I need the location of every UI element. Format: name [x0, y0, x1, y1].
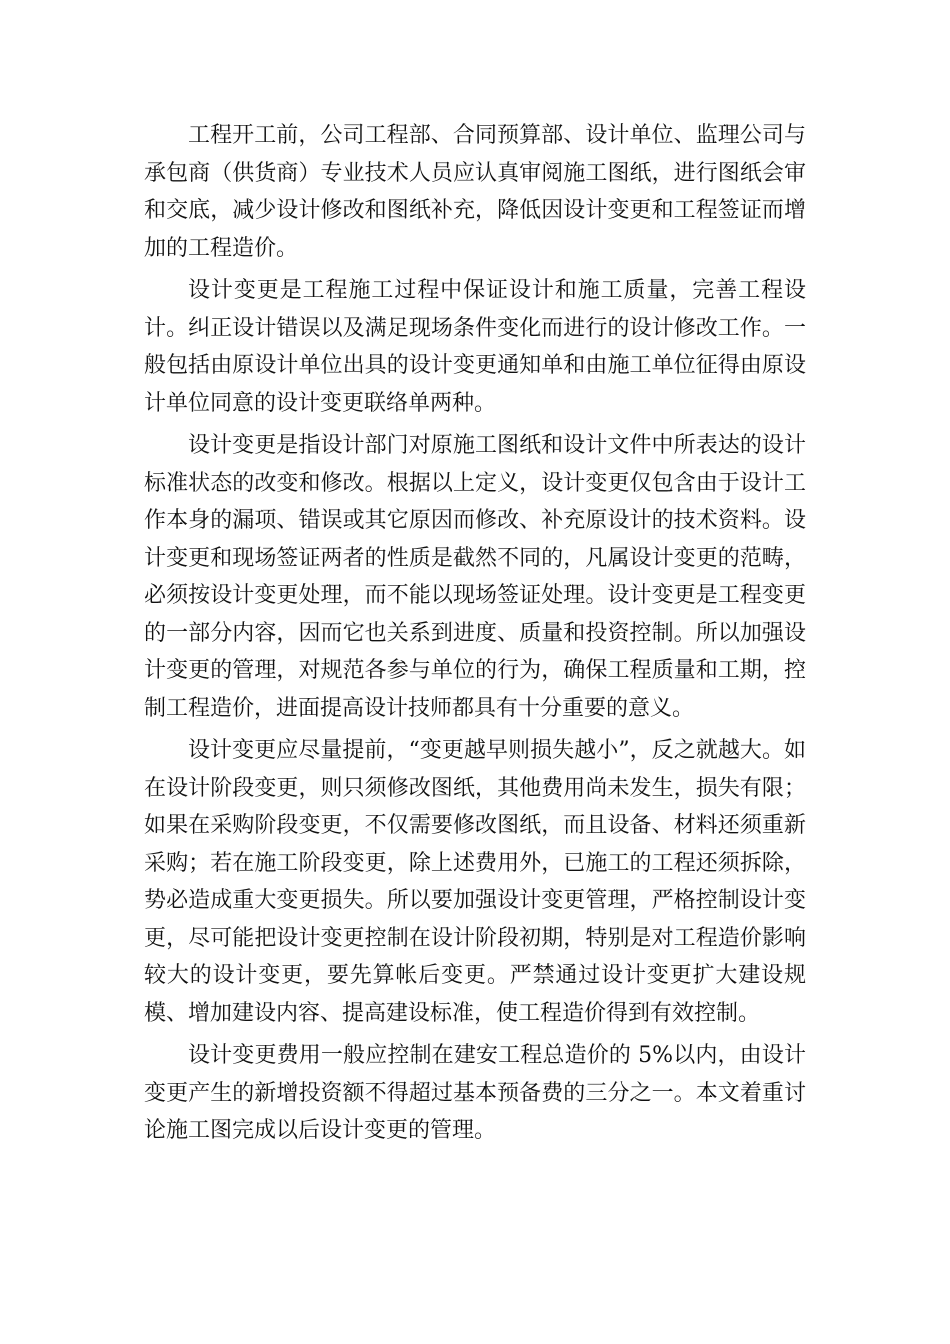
paragraph-2: 设计变更是工程施工过程中保证设计和施工质量，完善工程设计。纠正设计错误以及满足现场条件变化而进行的设计修改工作。一般包括由原设计单位出具的设计变更通知单和由施工单位征得由原设计单位同意的设计变更联络单两种。 — [144, 278, 806, 416]
paragraph-4: 设计变更应尽量提前，“变更越早则损失越小”，反之就越大。如在设计阶段变更，则只须修改图纸，其他费用尚未发生，损失有限；如果在采购阶段变更，不仅需要修改图纸，而且设备、材料还须重新采购；若在施工阶段变更，除上述费用外，已施工的工程还须拆除，势必造成重大变更损失。所以要加强设计变更管理，严格控制设计变更，尽可能把设计变更控制在设计阶段初期，特别是对工程造价影响较大的设计变更，要先算帐后变更。严禁通过设计变更扩大建设规模、增加建设内容、提高建设标准，使工程造价得到有效控制。 — [144, 738, 806, 1026]
document-body — [144, 117, 806, 1155]
paragraph-3: 设计变更是指设计部门对原施工图纸和设计文件中所表达的设计标准状态的改变和修改。根据以上定义，设计变更仅包含由于设计工作本身的漏项、错误或其它原因而修改、补充原设计的技术资料。设计变更和现场签证两者的性质是截然不同的，凡属设计变更的范畴，必须按设计变更处理，而不能以现场签证处理。设计变更是工程变更的一部分内容，因而它也关系到进度、质量和投资控制。所以加强设计变更的管理，对规范各参与单位的行为，确保工程质量和工期，控制工程造价，进面提高设计技师都具有十分重要的意义。 — [144, 433, 806, 721]
paragraph-1: 工程开工前，公司工程部、合同预算部、设计单位、监理公司与承包商（供货商）专业技术人员应认真审阅施工图纸，进行图纸会审和交底，减少设计修改和图纸补充，降低因设计变更和工程签证而增加的工程造价。 — [144, 123, 806, 261]
paragraph-5: 设计变更费用一般应控制在建安工程总造价的 5%以内，由设计变更产生的新增投资额不得超过基本预备费的三分之一。本文着重讨论施工图完成以后设计变更的管理。 — [144, 1043, 806, 1143]
